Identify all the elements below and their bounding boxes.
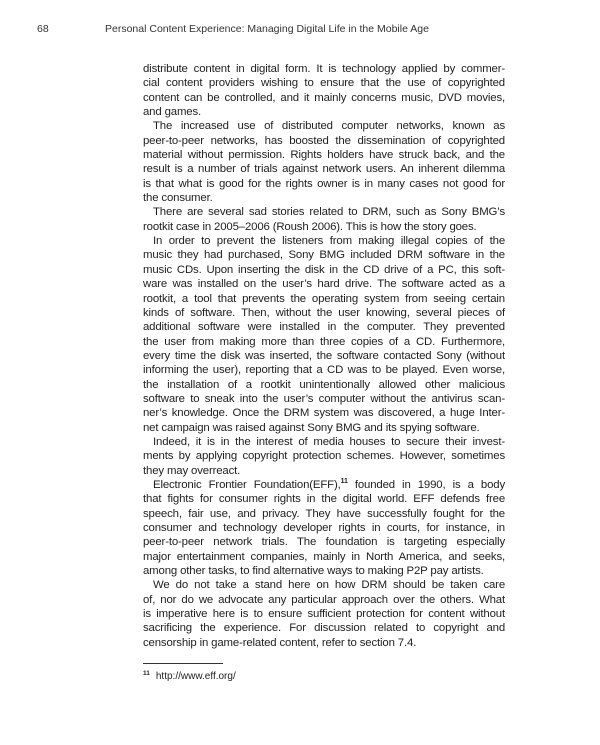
- text-line: rootkit case in 2005–2006 (Roush 2006). This is how the story goes.: [143, 220, 477, 233]
- running-header: [37, 23, 429, 35]
- text-line: the consumer.: [143, 192, 213, 205]
- text-line: is imperative here is to ensure sufficient protection for content without: [143, 608, 505, 621]
- text-line: In order to prevent the listeners from making illegal copies of the: [153, 235, 505, 248]
- text-line: is that what is good for the rights owner is in many cases not good for: [143, 177, 505, 190]
- text-line: cial content providers wishing to ensure that the use of copyrighted: [143, 77, 505, 90]
- footnote-link[interactable]: http://www.eff.org/: [155, 671, 236, 682]
- text-line: the user from making more than three copies of a CD. Furthermore,: [143, 335, 505, 348]
- text-line: material without permission. Rights holders have struck back, and the: [143, 149, 505, 162]
- text-line: sacrificing the experience. For discussion related to copyright and: [143, 622, 505, 635]
- text-line: informing the user), reporting that a CD was to be played. Even worse,: [143, 364, 505, 377]
- text-line: among other tasks, to find alternative ways to making P2P pay artists.: [143, 565, 484, 578]
- text-line: the installation of a rootkit unintentionally allowed other malicious: [143, 378, 505, 391]
- page-number: 68: [37, 23, 49, 35]
- text-line: that fights for consumer rights in the digital world. EFF defends free: [143, 493, 505, 506]
- text-line: peer-to-peer networks, has boosted the dissemination of copyrighted: [143, 134, 505, 147]
- text-line: of, nor do we advocate any particular approach over the others. What: [143, 593, 505, 606]
- text-line: every time the disk was inserted, the software contacted Sony (without: [143, 349, 505, 362]
- paragraph: [143, 119, 505, 205]
- text-line: and games.: [143, 106, 202, 119]
- text-line: Indeed, it is in the interest of media houses to secure their invest-: [153, 435, 505, 448]
- text-line: distribute content in digital form. It is technology applied by commer-: [143, 63, 505, 75]
- paragraph: [143, 205, 505, 234]
- paragraph: [143, 578, 505, 650]
- text-line: software to sneak into the user’s computer without the antivirus scan-: [143, 392, 505, 405]
- text-line: kinds of software. Then, without the user knowing, several pieces of: [143, 306, 505, 319]
- paragraph: [143, 478, 505, 578]
- text-segment: Electronic Frontier Foundation(EFF),: [153, 478, 341, 491]
- footnote-reference[interactable]: 11: [340, 478, 348, 486]
- text-line: The increased use of distributed computer networks, known as: [153, 120, 505, 133]
- text-segment: founded in 1990, is a body: [347, 478, 505, 491]
- body-text: [143, 62, 505, 650]
- text-line: result is a number of trials against network users. An inherent dilemma: [143, 163, 505, 176]
- footnote-mark: 11: [143, 669, 150, 677]
- text-line: consumer and technology developer rights in courts, for instance, in: [143, 522, 505, 534]
- text-line: ments by applying copyright protection schemes. However, sometimes: [143, 450, 505, 463]
- paragraph: [143, 62, 505, 119]
- text-line: music CDs. Upon inserting the disk in the CD drive of a PC, this soft-: [143, 263, 505, 276]
- footnote: [143, 671, 236, 682]
- text-line: they may overreact.: [143, 464, 241, 477]
- text-line: rootkit, a tool that prevents the operating system from seeing certain: [143, 292, 505, 305]
- text-line: music they had purchased, Sony BMG included DRM software in the: [143, 249, 505, 262]
- text-line: [143, 478, 505, 492]
- text-line: ware was installed on the user’s hard drive. The software acted as a: [143, 278, 505, 291]
- text-line: peer-to-peer network trials. The foundation is targeting especially: [143, 536, 505, 549]
- footnote-rule: [143, 663, 223, 664]
- paragraph: [143, 435, 505, 478]
- text-line: speech, fair use, and privacy. They have successfully fought for the: [143, 507, 505, 520]
- text-line: additional software were installed in the computer. They prevented: [143, 321, 505, 334]
- text-line: net campaign was raised against Sony BMG and its spying software.: [143, 421, 480, 434]
- paragraph: [143, 234, 505, 435]
- text-line: censorship in game-related content, refer to section 7.4.: [143, 636, 417, 649]
- text-line: major entertainment companies, mainly in North America, and seeks,: [143, 550, 505, 563]
- running-title: Personal Content Experience: Managing Digital Life in the Mobile Age: [105, 23, 429, 35]
- text-line: We do not take a stand here on how DRM should be taken care: [153, 579, 505, 592]
- text-line: There are several sad stories related to DRM, such as Sony BMG’s: [153, 206, 505, 219]
- text-line: content can be controlled, and it mainly concerns music, DVD movies,: [143, 91, 505, 104]
- text-line: ner’s knowledge. Once the DRM system was discovered, a huge Inter-: [143, 407, 505, 420]
